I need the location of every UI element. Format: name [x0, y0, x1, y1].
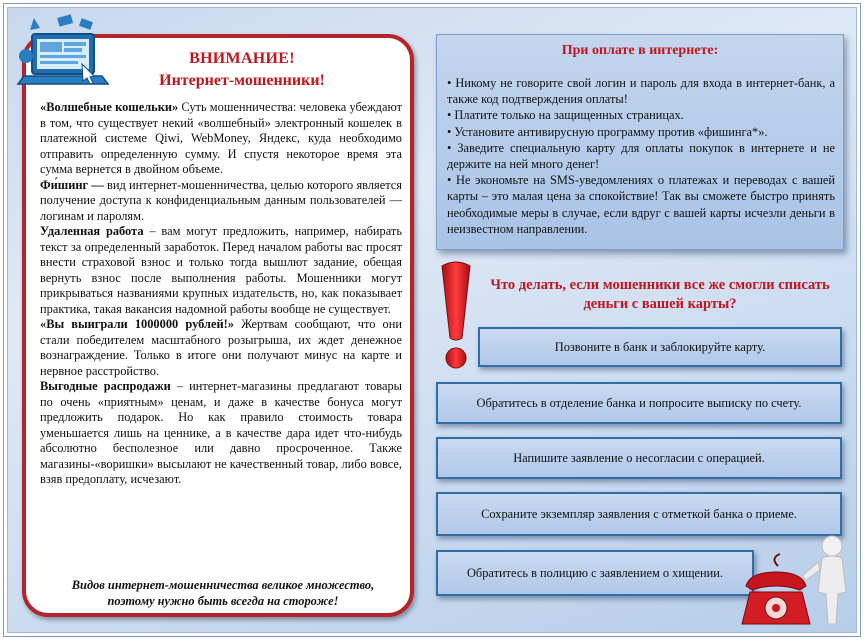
fraud-paragraph: [40, 379, 402, 488]
laptop-fraud-icon: [14, 12, 110, 92]
fraud-term: «Волшебные кошельки»: [40, 100, 179, 114]
step-label: Обратитесь в полицию с заявлением о хищении.: [466, 565, 724, 580]
footer-line: поэтому нужно быть всегда на стороже!: [107, 594, 339, 608]
fraud-description: Жертвам сообщают, что они стали победителем масштабного розыгрыша, их ждет денежное вознаграждение. Только в итоге они получают минус на карте и нервное расстройство.: [40, 317, 402, 378]
warning-title: ВНИМАНИЕ!: [189, 50, 295, 67]
online-payment-box: [436, 34, 844, 250]
fraud-term: Выгодные распродажи: [40, 379, 171, 393]
step-keep-copy: [436, 492, 842, 536]
warning-subtitle: Интернет-мошенники!: [159, 72, 325, 89]
online-payment-tips: [447, 75, 835, 237]
fraud-description: – интернет-магазины предлагают товары по очень «приятным» ценам, и даже в качестве бонуса могут предложить подарок. Но как правило стоимость товара уменьшается лишь на ценнике, а в качестве дара идет что-нибудь абсолютно бесполезное или давно просроченное. Также магазины-«воришки» высылают не качественный товар, либо вовсе, взяв предоплату, исчезают.: [40, 379, 402, 486]
tip-item: • Не экономьте на SMS-уведомлениях о платежах и переводах с вашей карты – это малая цена за спокойствие! Так вы сможете быстро принять необходимые меры в случае, если вдруг с вашей карты исчезли деньги в неизвестном направлении.: [447, 173, 835, 236]
tip-item: • Установите антивирусную программу против «фишинга*».: [447, 124, 768, 139]
step-write-claim: [436, 437, 842, 479]
fraud-description: – вам могут предложить, например, набирать текст за определенный заработок. Перед началом работы вас просят внести страховой взнос и только тогда вышлют задание, обещая вернуть взнос после выполнения работы. Мошенники могут прикрываться названиями крупных издательств, но, как показывает практика, такая вакансия надомной работы вообще не существует.: [40, 224, 402, 316]
fraud-term: Фи́шинг —: [40, 177, 104, 192]
exclamation-icon: [436, 260, 476, 372]
online-payment-title: При оплате в интернете:: [561, 43, 719, 58]
tip-item: • Платите только на защищенных страницах.: [447, 108, 684, 123]
step-label: Позвоните в банк и заблокируйте карту.: [554, 339, 766, 354]
step-contact-police: [436, 550, 754, 596]
step-call-bank: [478, 327, 842, 367]
fraud-paragraph: [40, 317, 402, 379]
footer-line: Видов интернет-мошенничества великое множество,: [71, 578, 375, 592]
leaflet-page: [3, 3, 861, 637]
step-label: Обратитесь в отделение банка и попросите выписку по счету.: [476, 395, 802, 410]
fraud-term: Удаленная работа: [40, 224, 144, 238]
fraud-paragraph: [40, 224, 402, 317]
tip-item: • Заведите специальную карту для оплаты покупок в интернете и не держите на ней много денег!: [447, 140, 835, 172]
step-label: Напишите заявление о несогласии с операцией.: [513, 450, 765, 465]
step-label: Сохраните экземпляр заявления с отметкой банка о приеме.: [481, 506, 797, 521]
tip-item: • Никому не говорите свой логин и пароль для входа в интернет-банк, а также код подтверждения оплаты!: [447, 76, 835, 107]
fraud-paragraph: [40, 178, 402, 225]
fraud-term: «Вы выиграли 1000000 рублей!»: [40, 317, 234, 331]
telephone-figure-icon: [740, 532, 858, 632]
warning-footer: [40, 577, 406, 609]
fraud-paragraph: [40, 100, 402, 178]
step-request-statement: [436, 382, 842, 424]
fraud-description: Суть мошенничества: человека убеждают в том, что существует некий «волшебный» электронный кошелек в платежной системе Qiwi, WebMoney, Яндекс, куда необходимо отправить определенную сумму. И спустя некоторое время эта сумма вернется в двойном объеме.: [40, 100, 402, 176]
question-heading: Что делать, если мошенники все же смогли списать деньги с вашей карты?: [490, 277, 830, 312]
fraud-description: вид интернет-мошенничества, целью которого является получение доступа к конфиденциальным данным пользователей — логинам и паролям.: [40, 177, 402, 223]
fraud-types-text: [40, 100, 402, 488]
